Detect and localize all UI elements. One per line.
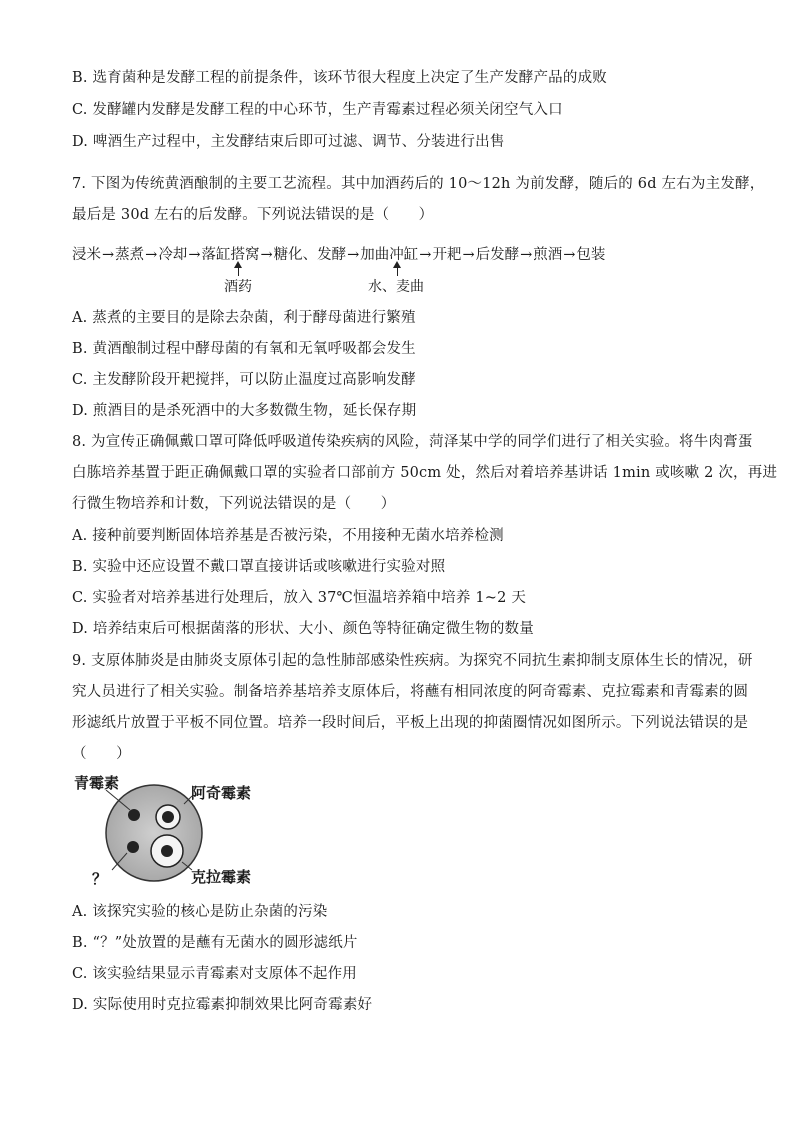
flow-step: 包装: [576, 247, 606, 263]
penicillin-label: 青霉素: [74, 774, 120, 792]
q9-option-a: A. 该探究实验的核心是防止杂菌的污染: [72, 904, 328, 920]
brewing-flow-diagram: [72, 243, 605, 264]
q7-option-a: A. 蒸煮的主要目的是除去杂菌，利于酵母菌进行繁殖: [72, 310, 416, 326]
q8-option-d: D. 培养结束后可根据菌落的形状、大小、颜色等特征确定微生物的数量: [72, 621, 534, 637]
q7-option-c: C. 主发酵阶段开耙搅拌，可以防止温度过高影响发酵: [72, 372, 416, 388]
q8-stem-line1: 8. 为宣传正确佩戴口罩可降低呼吸道传染疾病的风险，菏泽某中学的同学们进行了相关实验。将牛肉膏蛋: [72, 434, 753, 450]
q7-stem-line2: 最后是 30d 左右的后发酵。下列说法错误的是（ ）: [72, 207, 434, 223]
q9-option-b: B. “？”处放置的是蘸有无菌水的圆形滤纸片: [72, 935, 358, 951]
flow-arrow-icon: →: [102, 247, 115, 263]
q8-option-a: A. 接种前要判断固体培养基是否被污染，不用接种无菌水培养检测: [72, 528, 504, 544]
flow-arrow-icon: →: [419, 247, 432, 263]
flow-arrow-icon: →: [145, 247, 158, 263]
q8-option-c: C. 实验者对培养基进行处理后，放入 37℃恒温培养箱中培养 1~2 天: [72, 590, 527, 606]
flow-step: 浸米: [72, 247, 101, 263]
q9-option-c: C. 该实验结果显示青霉素对支原体不起作用: [72, 966, 357, 982]
input-jiuyao-label: 酒药: [224, 279, 252, 295]
flow-step: 落缸搭窝: [201, 247, 260, 263]
azithromycin-disc: [162, 811, 174, 823]
q8-option-b: B. 实验中还应设置不戴口罩直接讲话或咳嗽进行实验对照: [72, 559, 446, 575]
q7-option-d: D. 煎酒目的是杀死酒中的大多数微生物，延长保存期: [72, 403, 417, 419]
q6-option-b: B. 选育菌种是发酵工程的前提条件，该环节很大程度上决定了生产发酵产品的成败: [72, 70, 607, 86]
flow-arrow-icon: →: [520, 247, 533, 263]
unknown-label: ？: [92, 870, 108, 888]
q9-option-d: D. 实际使用时克拉霉素抑制效果比阿奇霉素好: [72, 997, 373, 1013]
q9-stem-line1: 9. 支原体肺炎是由肺炎支原体引起的急性肺部感染性疾病。为探究不同抗生素抑制支原体生长的情况，研: [72, 653, 753, 669]
flow-step: 煎酒: [533, 247, 563, 263]
flow-step: 开耙: [432, 247, 462, 263]
q8-stem-line2: 白胨培养基置于距正确佩戴口罩的实验者口部前方 50cm 处，然后对着培养基讲话 1min 或咳嗽 2 次，再进: [72, 465, 778, 481]
unknown-disc: [127, 841, 139, 853]
q9-stem-line2: 究人员进行了相关实验。制备培养基培养支原体后，将蘸有相同浓度的阿奇霉素、克拉霉素和青霉素的圆: [72, 684, 749, 700]
input-water-quqv-label: 水、麦曲: [368, 279, 424, 295]
q7-option-b: B. 黄酒酿制过程中酵母菌的有氧和无氧呼吸都会发生: [72, 341, 416, 357]
q8-stem-line3: 行微生物培养和计数，下列说法错误的是（ ）: [72, 496, 396, 512]
penicillin-disc: [128, 809, 140, 821]
flow-step: 蒸煮: [115, 247, 145, 263]
flow-arrow-icon: →: [260, 247, 273, 263]
flow-step: 冷却: [158, 247, 188, 263]
q6-option-d: D. 啤酒生产过程中，主发酵结束后即可过滤、调节、分装进行出售: [72, 134, 505, 150]
clarithromycin-label: 克拉霉素: [191, 868, 252, 886]
azithromycin-label: 阿奇霉素: [191, 784, 252, 802]
flow-step: 后发酵: [475, 247, 520, 263]
q9-stem-line3: 形滤纸片放置于平板不同位置。培养一段时间后，平板上出现的抑菌圈情况如图所示。下列说法错误的是: [72, 715, 749, 731]
flow-arrow-icon: →: [462, 247, 475, 263]
flow-step: 糖化、发酵: [273, 247, 347, 263]
q6-option-c: C. 发酵罐内发酵是发酵工程的中心环节，生产青霉素过程必须关闭空气入口: [72, 102, 563, 118]
flow-arrow-icon: →: [347, 247, 360, 263]
q9-stem-line4: （ ）: [72, 746, 131, 762]
flow-arrow-icon: →: [188, 247, 201, 263]
flow-step: 加曲冲缸: [360, 247, 419, 263]
clarithromycin-disc: [161, 845, 173, 857]
flow-arrow-icon: →: [563, 247, 576, 263]
q7-stem-line1: 7. 下图为传统黄酒酿制的主要工艺流程。其中加酒药后的 10～12h 为前发酵，随后的 6d 左右为主发酵，: [72, 176, 765, 192]
